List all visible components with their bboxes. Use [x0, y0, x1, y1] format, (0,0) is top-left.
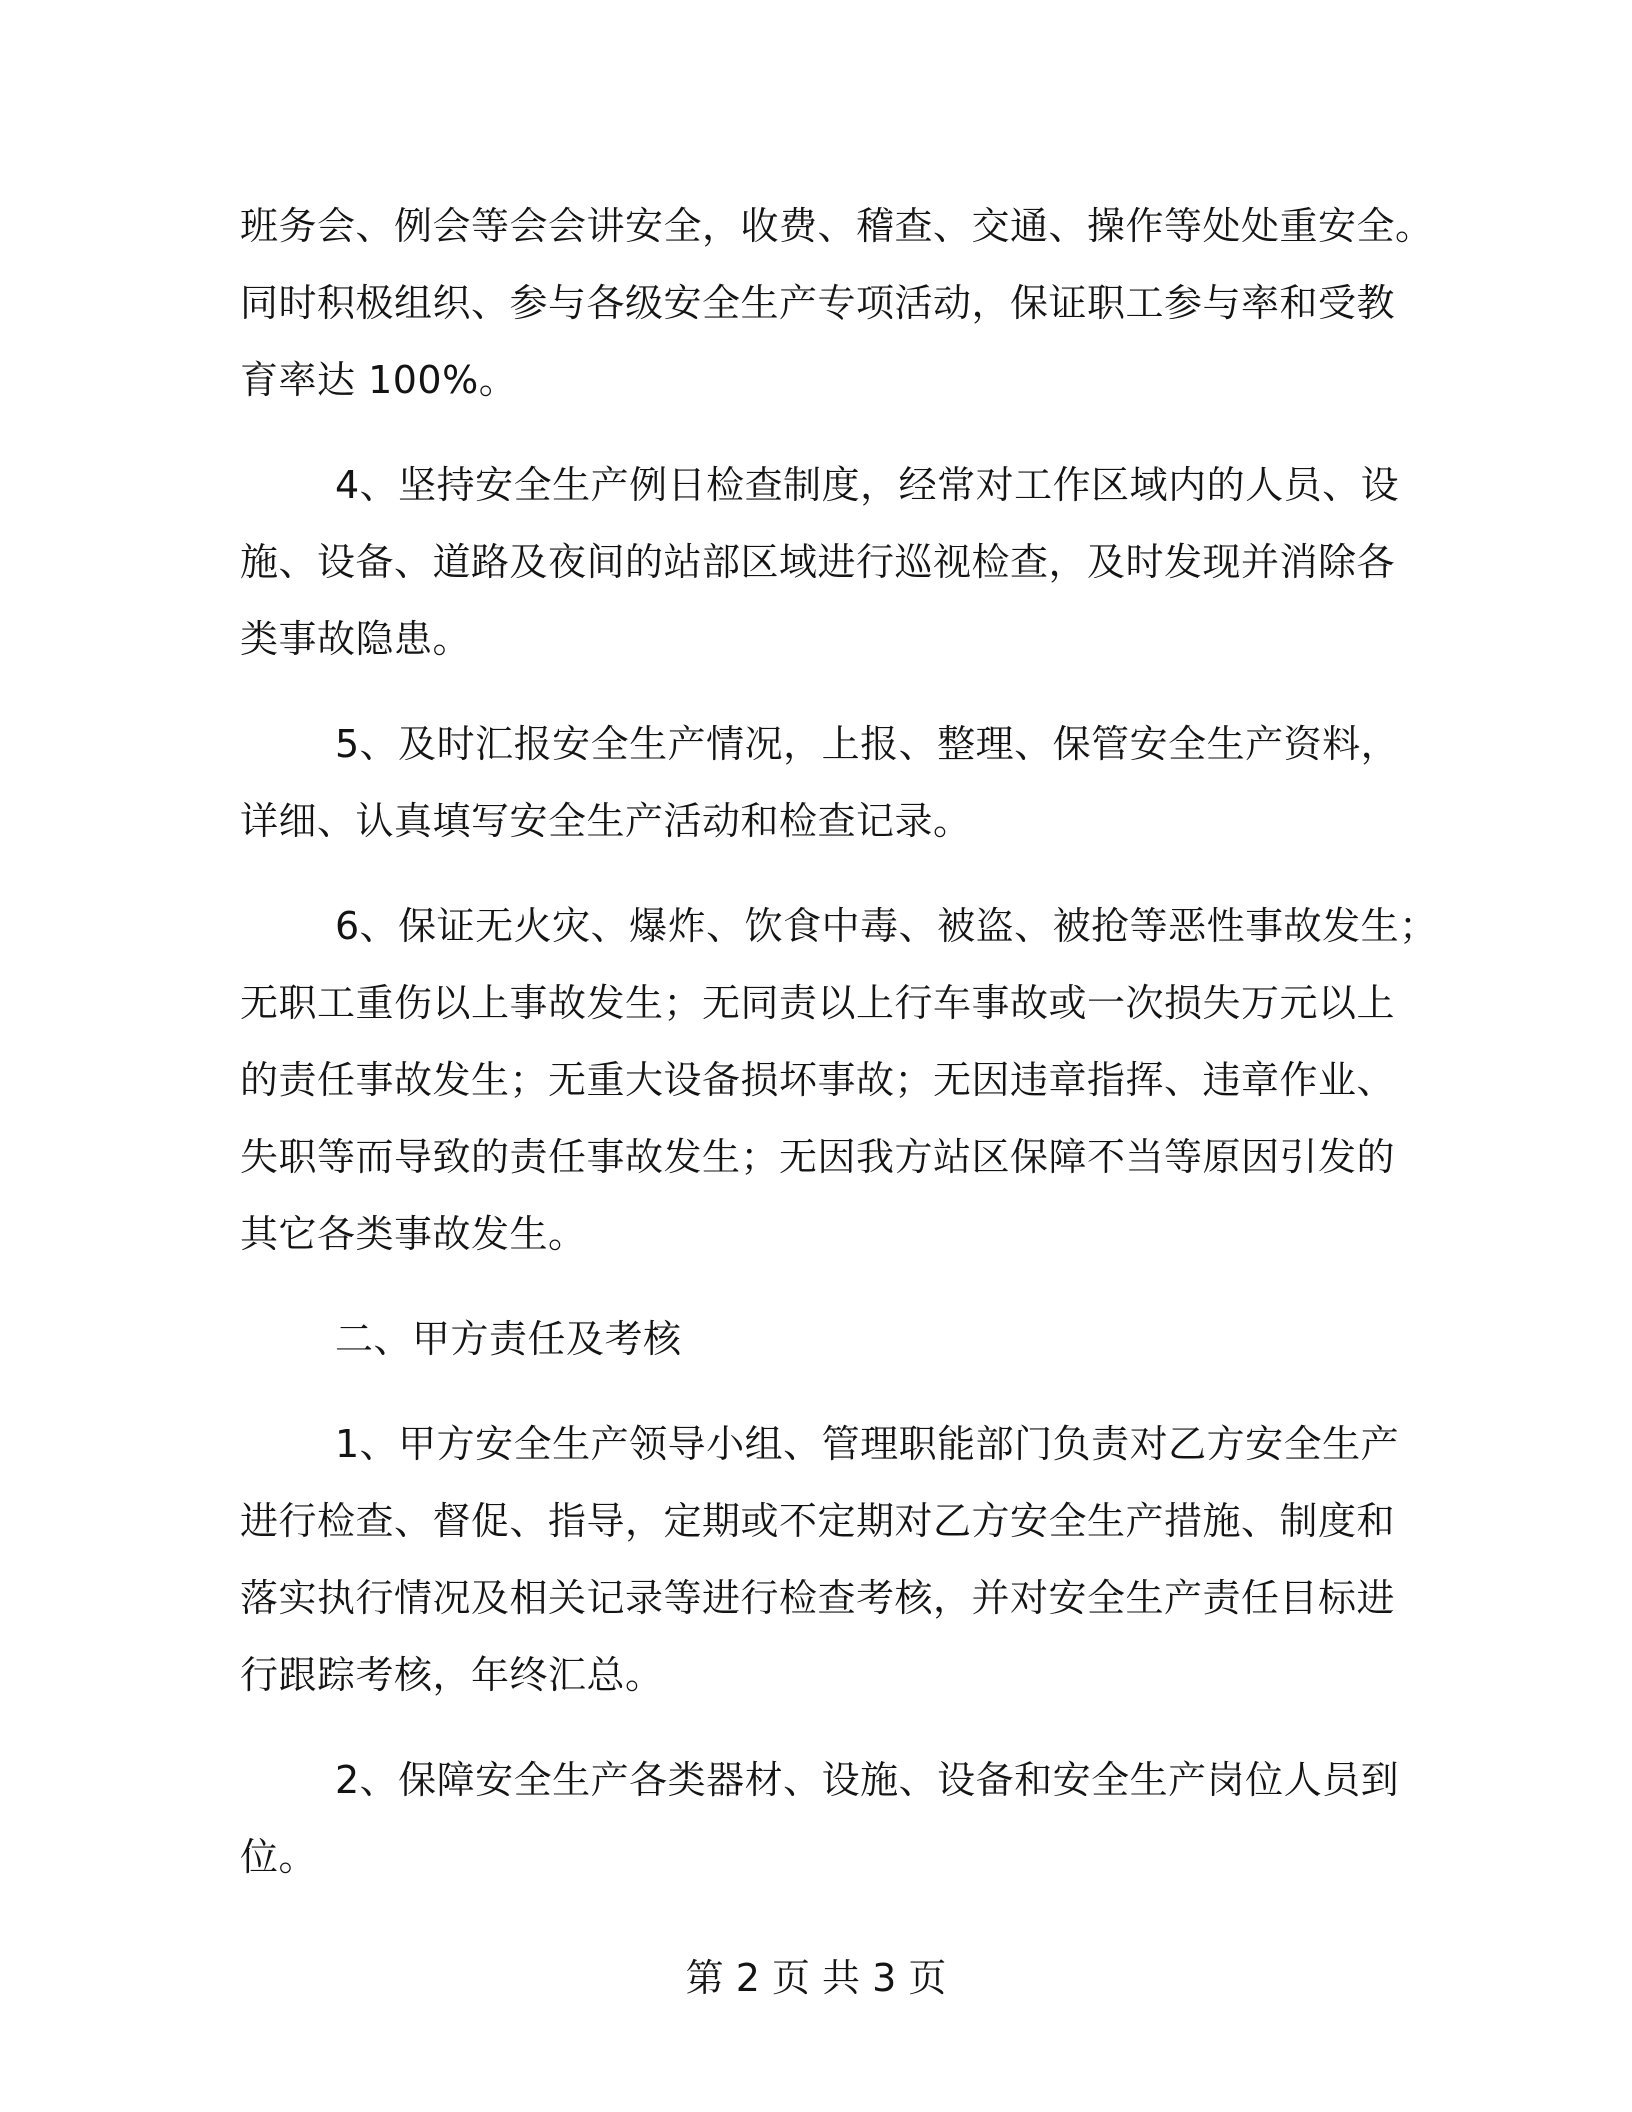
page-number-footer: 第 2 页 共 3 页: [685, 1956, 947, 2000]
text-line: 的责任事故发生；无重大设备损坏事故；无因违章指挥、违章作业、: [240, 1058, 1396, 1102]
paragraph-item-2: [240, 1742, 1400, 1896]
section-heading: [240, 1301, 1390, 1378]
text-line: 6、保证无火灾、爆炸、饮食中毒、被盗、被抢等恶性事故发生；: [335, 904, 1438, 948]
paragraph-item-6: [240, 888, 1438, 1273]
paragraph-item-4: [240, 447, 1400, 678]
text-line: 类事故隐患。: [240, 617, 472, 661]
text-line: 2、保障安全生产各类器材、设施、设备和安全生产岗位人员到: [335, 1758, 1400, 1802]
text-line: 4、坚持安全生产例日检查制度，经常对工作区域内的人员、设: [335, 463, 1400, 507]
text-line: 其它各类事故发生。: [240, 1212, 587, 1256]
text-line: 无职工重伤以上事故发生；无同责以上行车事故或一次损失万元以上: [240, 981, 1396, 1025]
paragraph: [240, 188, 1434, 419]
heading-text: 二、甲方责任及考核: [335, 1317, 682, 1361]
text-line: 同时积极组织、参与各级安全生产专项活动，保证职工参与率和受教: [240, 281, 1396, 325]
text-line: 5、及时汇报安全生产情况，上报、整理、保管安全生产资料，: [335, 722, 1400, 766]
text-line: 位。: [240, 1835, 318, 1879]
text-line: 进行检查、督促、指导，定期或不定期对乙方安全生产措施、制度和: [240, 1499, 1396, 1543]
text-line: 行跟踪考核，年终汇总。: [240, 1653, 664, 1697]
text-line: 1、甲方安全生产领导小组、管理职能部门负责对乙方安全生产: [335, 1422, 1400, 1466]
text-line: 施、设备、道路及夜间的站部区域进行巡视检查，及时发现并消除各: [240, 540, 1396, 584]
text-line: 失职等而导致的责任事故发生；无因我方站区保障不当等原因引发的: [240, 1135, 1396, 1179]
paragraph-item-5: [240, 706, 1400, 860]
paragraph-item-1: [240, 1406, 1400, 1714]
text-line: 育率达 100%。: [240, 358, 518, 402]
document-body: [240, 188, 1438, 1924]
text-line: 详细、认真填写安全生产活动和检查记录。: [240, 799, 972, 843]
text-line: 班务会、例会等会会讲安全，收费、稽查、交通、操作等处处重安全。: [240, 204, 1434, 248]
text-line: 落实执行情况及相关记录等进行检查考核，并对安全生产责任目标进: [240, 1576, 1396, 1620]
